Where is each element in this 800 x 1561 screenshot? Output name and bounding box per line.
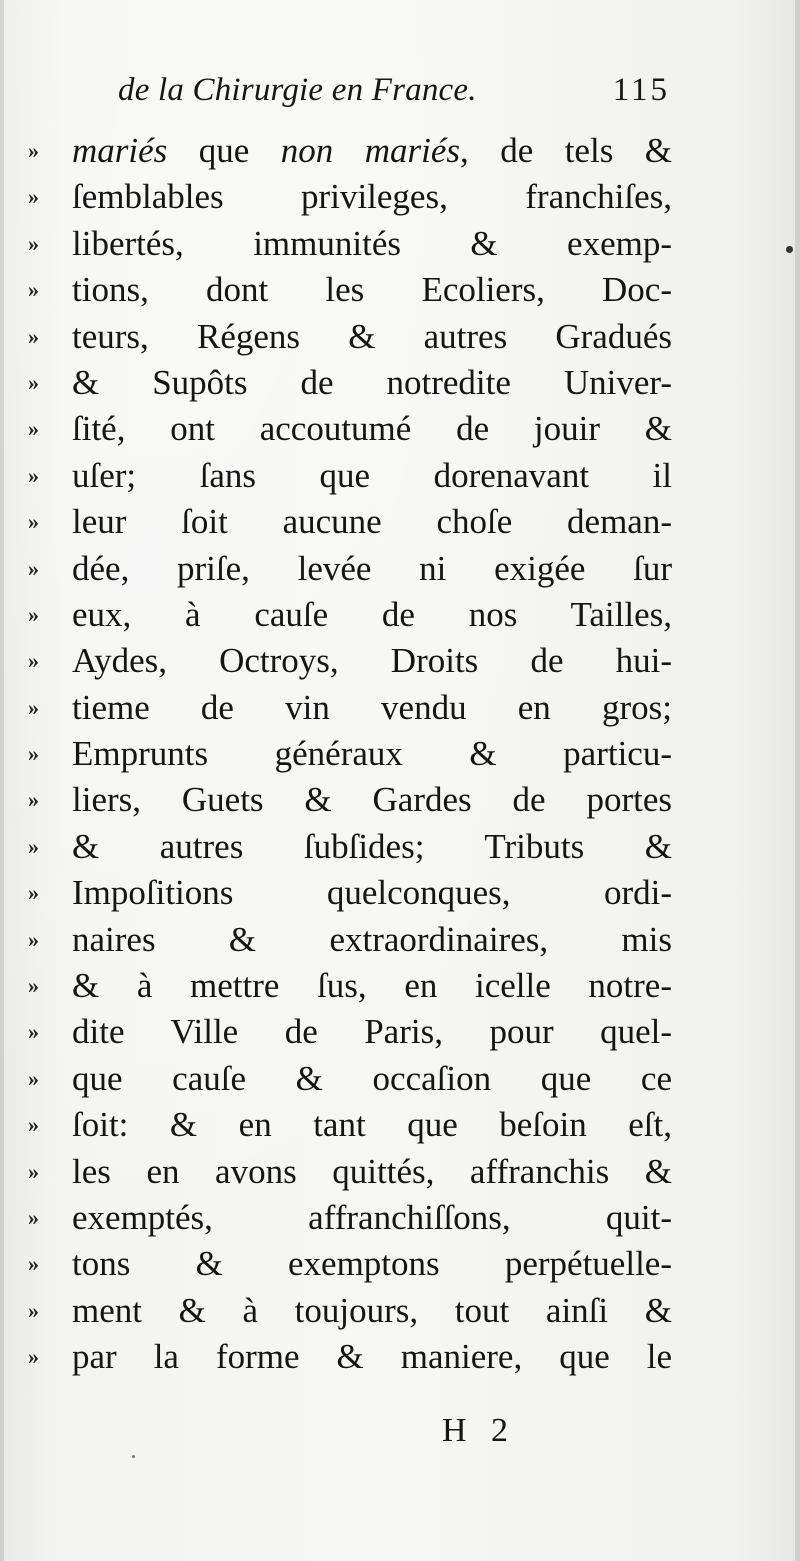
quotation-mark: »: [28, 741, 39, 767]
text-line: [28, 685, 672, 731]
quotation-mark: »: [28, 1251, 39, 1277]
line-text: exemptés, affranchiſſons, quit-: [72, 1197, 672, 1237]
text-line: [28, 1056, 672, 1102]
quotation-mark: »: [28, 1065, 39, 1091]
line-text: Aydes, Octroys, Droits de hui-: [72, 641, 672, 681]
text-line: [28, 963, 672, 1009]
line-text: leur ſoit aucune choſe deman-: [72, 502, 672, 542]
line-text: dite Ville de Paris, pour quel-: [72, 1012, 672, 1052]
quotation-mark: »: [28, 833, 39, 859]
line-text: & autres ſubſides; Tributs &: [72, 826, 672, 866]
line-text: ſité, ont accoutumé de jouir &: [72, 409, 672, 449]
line-text: ment & à toujours, tout ainſi &: [72, 1290, 672, 1330]
ink-speck: [132, 1455, 135, 1458]
quotation-mark: »: [28, 973, 39, 999]
line-text: ſemblables privileges, franchiſes,: [72, 177, 672, 217]
quotation-mark: »: [28, 323, 39, 349]
line-text: tions, dont les Ecoliers, Doc-: [72, 270, 672, 310]
quotation-mark: »: [28, 138, 39, 163]
line-text: tieme de vin vendu en gros;: [72, 687, 672, 727]
quotation-mark: »: [28, 1019, 39, 1045]
text-line: [28, 1334, 672, 1380]
line-text: uſer; ſans que dorenavant il: [72, 455, 672, 495]
text-line: [28, 1102, 672, 1148]
line-text: que cauſe & occaſion que ce: [72, 1058, 672, 1098]
line-text: libertés, immunités & exemp-: [72, 223, 672, 263]
line-text: Impoſitions quelconques, ordi-: [72, 873, 672, 913]
text-line: [28, 360, 672, 406]
text-line: [28, 824, 672, 870]
quotation-mark: »: [28, 230, 39, 256]
text-line: [28, 128, 672, 174]
line-text: mariés que non mariés, de tels &: [72, 131, 672, 170]
text-line: [28, 546, 672, 592]
line-text: Emprunts généraux & particu-: [72, 734, 672, 774]
text-line: [28, 221, 672, 267]
quotation-mark: »: [28, 416, 39, 442]
text-line: [28, 731, 672, 777]
text-line: [28, 453, 672, 499]
text-line: [28, 499, 672, 545]
line-text: eux, à cauſe de nos Tailles,: [72, 594, 672, 634]
quotation-mark: »: [28, 694, 39, 720]
line-text: teurs, Régens & autres Gradués: [72, 316, 672, 356]
text-line: [28, 314, 672, 360]
quotation-mark: »: [28, 926, 39, 952]
text-line: [28, 1009, 672, 1055]
line-text: naires & extraordinaires, mis: [72, 919, 672, 959]
quotation-mark: »: [28, 880, 39, 906]
quotation-mark: »: [28, 1344, 39, 1370]
quotation-mark: »: [28, 509, 39, 535]
line-text: ſoit: & en tant que beſoin eſt,: [72, 1105, 672, 1145]
ink-speck: [786, 246, 793, 253]
quotation-mark: »: [28, 555, 39, 581]
quotation-mark: »: [28, 1204, 39, 1230]
quotation-mark: »: [28, 601, 39, 627]
quotation-mark: »: [28, 1112, 39, 1138]
line-text: les en avons quittés, affranchis &: [72, 1151, 672, 1191]
page-header: [118, 72, 670, 122]
body-text: [28, 128, 672, 1381]
text-line: [28, 592, 672, 638]
signature-mark: H 2: [442, 1412, 517, 1449]
line-text: dée, priſe, levée ni exigée ſur: [72, 548, 672, 588]
line-text: par la forme & maniere, que le: [72, 1337, 672, 1377]
text-line: [28, 1288, 672, 1334]
text-line: [28, 1149, 672, 1195]
text-line: [28, 870, 672, 916]
line-text: liers, Guets & Gardes de portes: [72, 780, 672, 820]
line-text: & à mettre ſus, en icelle notre-: [72, 966, 672, 1006]
quotation-mark: »: [28, 184, 39, 210]
text-line: [28, 174, 672, 220]
quotation-mark: »: [28, 1297, 39, 1323]
running-head: de la Chirurgie en France.: [118, 72, 477, 108]
quotation-mark: »: [28, 462, 39, 488]
page-edge-shadow: [795, 0, 800, 1561]
text-line: [28, 267, 672, 313]
text-line: [28, 777, 672, 823]
quotation-mark: »: [28, 1158, 39, 1184]
page-fold-shadow: [0, 0, 4, 1561]
quotation-mark: »: [28, 648, 39, 674]
quotation-mark: »: [28, 787, 39, 813]
text-line: [28, 638, 672, 684]
line-text: tons & exemptons perpétuelle-: [72, 1244, 672, 1284]
page-number: 115: [612, 72, 670, 108]
quotation-mark: »: [28, 369, 39, 395]
line-text: & Supôts de notredite Univer-: [72, 362, 672, 402]
quotation-mark: »: [28, 277, 39, 303]
text-line: [28, 917, 672, 963]
text-line: [28, 406, 672, 452]
text-line: [28, 1195, 672, 1241]
text-line: [28, 1241, 672, 1287]
